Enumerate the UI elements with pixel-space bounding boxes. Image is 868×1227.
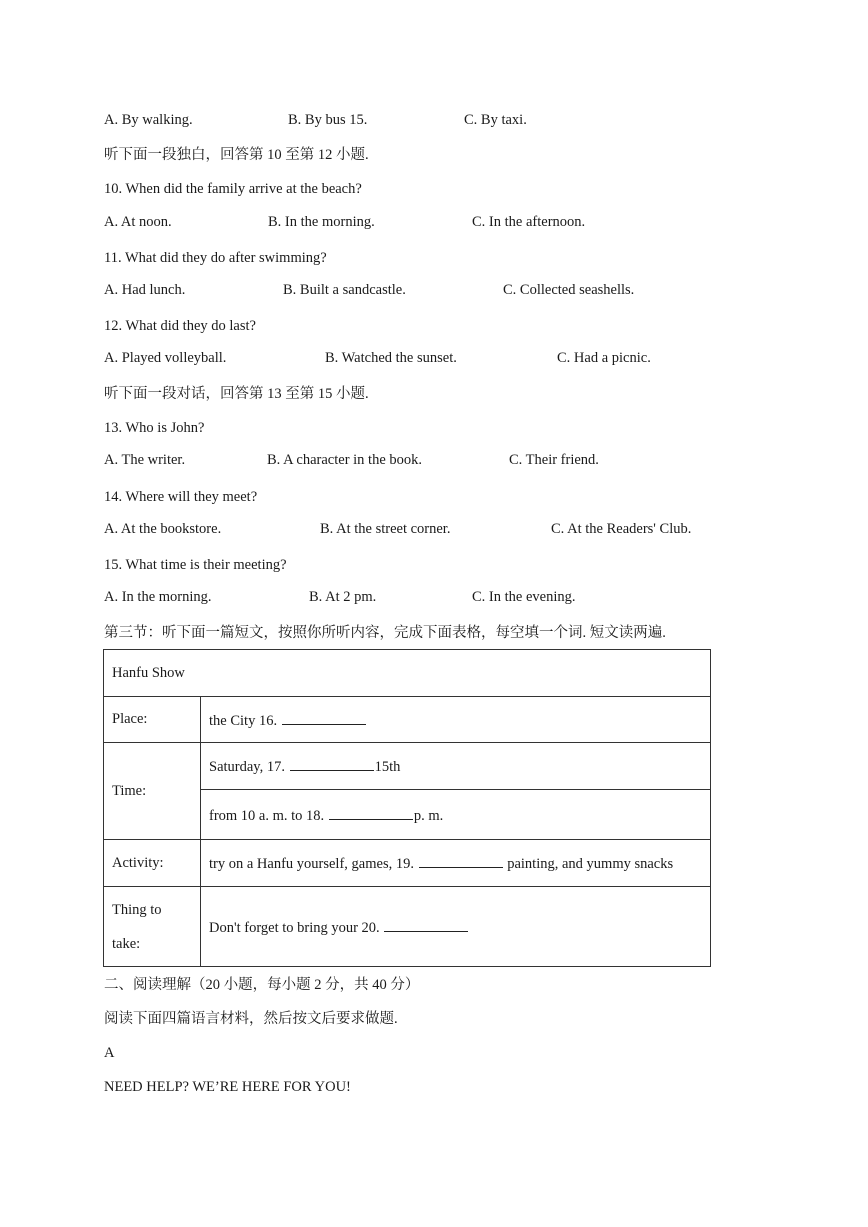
q12-option-c: C. Had a picnic. [557, 350, 651, 366]
question-14: 14. Where will they meet? [104, 489, 258, 505]
q14-option-b: B. At the street corner. [320, 521, 451, 537]
q10-option-a: A. At noon. [104, 214, 172, 230]
q15-option-c: C. In the evening. [472, 589, 576, 605]
q12-option-a: A. Played volleyball. [104, 350, 227, 366]
activity-cell: try on a Hanfu yourself, games, 19. painting, and yummy snacks [201, 840, 711, 887]
table-title: Hanfu Show [104, 650, 711, 697]
q15-option-b: B. At 2 pm. [309, 589, 377, 605]
q15-option-a: A. In the morning. [104, 589, 212, 605]
q12-option-b: B. Watched the sunset. [325, 350, 457, 366]
blank-19 [419, 853, 503, 868]
place-label: Place: [104, 697, 201, 743]
time-cell-2: from 10 a. m. to 18. p. m. [201, 790, 711, 840]
blank-17 [290, 756, 374, 771]
section3-instruction: 第三节：听下面一篇短文，按照你所听内容，完成下面表格，每空填一个词. 短文读两遍. [104, 625, 666, 641]
q11-option-c: C. Collected seashells. [503, 282, 635, 298]
q13-option-b: B. A character in the book. [267, 452, 423, 468]
activity-label: Activity: [104, 840, 201, 887]
q9-option-b: B. By bus 15. [288, 112, 368, 128]
reading-instruction: 阅读下面四篇语言材料，然后按文后要求做题. [104, 1011, 398, 1027]
question-15: 15. What time is their meeting? [104, 557, 287, 573]
place-cell: the City 16. [201, 697, 711, 743]
question-13: 13. Who is John? [104, 420, 205, 436]
q10-option-b: B. In the morning. [268, 214, 375, 230]
q13-option-a: A. The writer. [104, 452, 186, 468]
q11-option-a: A. Had lunch. [104, 282, 186, 298]
q9-option-a: A. By walking. [104, 112, 193, 128]
q9-option-c: C. By taxi. [464, 112, 527, 128]
passage-title: NEED HELP? WE’RE HERE FOR YOU! [104, 1079, 351, 1095]
q10-option-c: C. In the afternoon. [472, 214, 586, 230]
instruction-10-12: 听下面一段独白，回答第 10 至第 12 小题. [104, 147, 369, 163]
reading-section-header: 二、阅读理解（20 小题，每小题 2 分，共 40 分） [104, 977, 420, 993]
hanfu-show-table [103, 649, 711, 967]
blank-16 [282, 710, 366, 725]
instruction-13-15: 听下面一段对话，回答第 13 至第 15 小题. [104, 386, 369, 402]
question-12: 12. What did they do last? [104, 318, 256, 334]
question-10: 10. When did the family arrive at the beach? [104, 181, 362, 197]
q14-option-a: A. At the bookstore. [104, 521, 222, 537]
q13-option-c: C. Their friend. [509, 452, 599, 468]
question-11: 11. What did they do after swimming? [104, 250, 327, 266]
time-label: Time: [104, 743, 201, 840]
blank-20 [384, 917, 468, 932]
q14-option-c: C. At the Readers' Club. [551, 521, 692, 537]
q11-option-b: B. Built a sandcastle. [283, 282, 406, 298]
blank-18 [329, 805, 413, 820]
passage-letter: A [104, 1045, 115, 1061]
time-cell-1: Saturday, 17. 15th [201, 743, 711, 790]
take-cell: Don't forget to bring your 20. [201, 887, 711, 967]
take-label: Thing to take: [104, 887, 201, 967]
